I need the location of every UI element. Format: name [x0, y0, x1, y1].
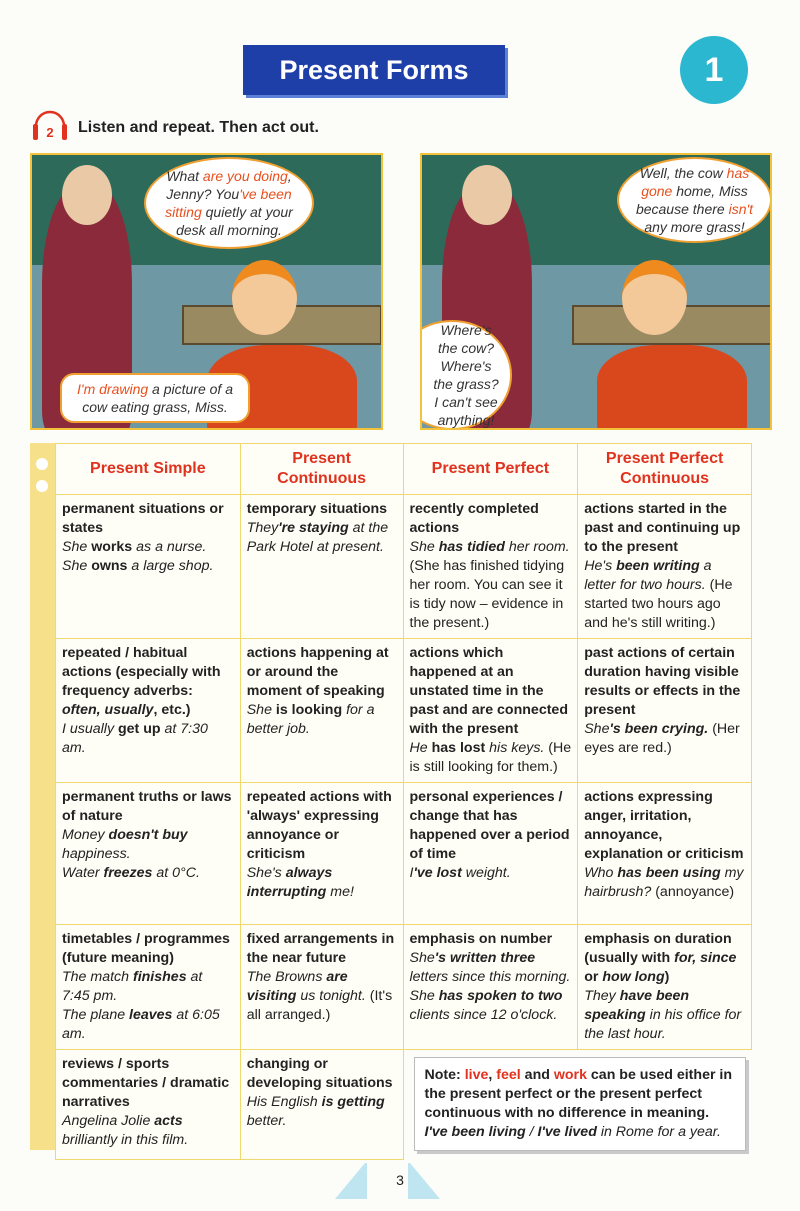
cell-paragraph: [410, 930, 572, 949]
column-header: Present Perfect: [403, 444, 578, 495]
text-segment: 's been crying.: [609, 721, 709, 737]
text-segment: permanent truths or laws of nature: [62, 789, 232, 824]
text-segment: owns: [91, 558, 128, 574]
cell-paragraph: [62, 500, 234, 538]
table-cell: [403, 639, 578, 783]
text-segment: in his office for the last hour.: [584, 1007, 742, 1042]
note-paragraph: [425, 1123, 735, 1142]
speech-bubble-student: [60, 373, 250, 423]
text-segment: at the Park Hotel at present.: [246, 520, 389, 555]
table-cell: [56, 639, 241, 783]
text-segment: repeated actions with 'always' expressing annoyance or criticism: [246, 789, 392, 862]
text-segment: They: [584, 988, 620, 1004]
cell-paragraph: [410, 644, 572, 739]
text-segment: Who: [584, 865, 618, 881]
cell-paragraph: [410, 500, 572, 538]
cell-paragraph: [584, 720, 745, 758]
text-segment: acts: [154, 1113, 183, 1129]
text-segment: live: [464, 1067, 489, 1083]
column-header: Present Simple: [56, 444, 241, 495]
text-segment: reviews / sports commentaries / dramatic narratives: [62, 1056, 230, 1110]
text-segment: She's: [246, 865, 286, 881]
text-segment: clients since 12 o'clock.: [409, 1007, 558, 1023]
text-segment: timetables / programmes (future meaning): [62, 931, 230, 966]
text-segment: actions started in the past and continuing up to the present: [584, 501, 741, 555]
text-segment: is looking: [275, 702, 343, 718]
text-segment: 've been sitting: [165, 186, 292, 220]
cell-paragraph: [410, 739, 572, 777]
cell-paragraph: [62, 538, 234, 557]
text-segment: always interrupting: [246, 865, 333, 900]
cell-paragraph: [62, 1055, 234, 1112]
text-segment: ): [664, 969, 670, 985]
text-segment: Well, the cow: [639, 165, 727, 181]
text-segment: at 7:30 am.: [62, 721, 208, 756]
cell-paragraph: [247, 788, 397, 864]
text-segment: changing or developing situations: [246, 1056, 393, 1091]
cell-paragraph: [62, 864, 234, 883]
text-segment: He's: [584, 558, 617, 574]
text-segment: feel: [496, 1067, 521, 1083]
text-segment: (She has finished tidying her room. You can see it is tidy now – evidence in the present.): [409, 558, 565, 631]
text-segment: a picture of a cow eating grass, Miss.: [82, 381, 233, 415]
cell-paragraph: [410, 538, 572, 633]
cell-paragraph: [62, 968, 234, 1006]
text-segment: ,: [488, 1067, 497, 1083]
table-row: [56, 495, 752, 639]
text-segment: I'm drawing: [77, 381, 149, 397]
text-segment: at 6:05 am.: [62, 1007, 220, 1042]
text-segment: repeated / habitual actions (especially with frequency adverbs:: [62, 645, 221, 699]
table-cell: [403, 925, 578, 1050]
text-segment: brilliantly in this film.: [62, 1132, 189, 1148]
text-segment: actions which happened at an unstated time in the past and are connected with the present: [409, 645, 568, 737]
cell-paragraph: [247, 968, 397, 1025]
text-segment: (It's all arranged.): [246, 988, 393, 1023]
text-segment: actions expressing anger, irritation, annoyance, explanation or criticism: [584, 789, 744, 862]
text-segment: She: [584, 721, 610, 737]
note-paragraph: [425, 1066, 735, 1123]
text-segment: his keys.: [485, 740, 545, 756]
table-side-strip: [30, 443, 55, 1150]
cell-paragraph: [410, 864, 572, 883]
table-cell: [403, 495, 578, 639]
text-segment: leaves: [129, 1007, 173, 1023]
text-segment: temporary situations: [246, 501, 388, 517]
text-segment: doesn't buy: [108, 827, 188, 843]
table-row: [56, 783, 752, 925]
text-segment: has lost: [431, 740, 486, 756]
table-cell: [578, 639, 752, 783]
text-segment: The Browns: [246, 969, 327, 985]
text-segment: her room.: [504, 539, 570, 555]
text-segment: I usually: [62, 721, 118, 737]
text-segment: is getting: [321, 1094, 385, 1110]
cell-paragraph: [584, 557, 745, 633]
text-segment: home, Miss because there: [635, 183, 748, 217]
cell-paragraph: [584, 864, 745, 902]
text-segment: and: [520, 1067, 554, 1083]
text-segment: They: [246, 520, 279, 536]
note-box: [414, 1057, 746, 1151]
text-segment: me!: [326, 884, 354, 900]
unit-number-badge: 1: [680, 36, 748, 104]
table-cell: [403, 783, 578, 925]
text-segment: He: [409, 740, 432, 756]
text-segment: , Jenny? You: [166, 168, 292, 202]
text-segment: has spoken to two: [438, 988, 563, 1004]
cell-paragraph: [410, 949, 572, 1025]
cell-paragraph: [62, 557, 234, 576]
text-segment: She: [62, 539, 92, 555]
table-cell: [240, 495, 403, 639]
text-segment: or: [584, 969, 603, 985]
table-cell: [56, 783, 241, 925]
text-segment: a letter for two hours.: [584, 558, 712, 593]
text-segment: work: [553, 1067, 587, 1083]
table-cell: [56, 495, 241, 639]
text-segment: What: [166, 168, 203, 184]
text-segment: (Her eyes are red.): [584, 721, 740, 756]
text-segment: get up: [118, 721, 161, 737]
table-cell: [56, 925, 241, 1050]
text-segment: my hairbrush?: [584, 865, 744, 900]
speech-bubble-teacher: [420, 320, 512, 430]
cell-paragraph: [247, 701, 397, 739]
binder-hole: [36, 480, 48, 492]
text-segment: , etc.): [153, 702, 191, 718]
text-segment: I've lived: [537, 1124, 597, 1140]
table-cell: [240, 925, 403, 1050]
text-segment: freezes: [103, 865, 153, 881]
text-segment: She: [409, 950, 435, 966]
binder-hole: [36, 458, 48, 470]
text-segment: as a nurse.: [132, 539, 207, 555]
present-forms-table: [55, 443, 752, 1160]
cell-paragraph: [584, 500, 745, 557]
cell-paragraph: [584, 644, 745, 720]
text-segment: Angelina Jolie: [62, 1113, 155, 1129]
cell-paragraph: [584, 930, 745, 987]
text-segment: better.: [246, 1113, 287, 1129]
text-segment: 's written three: [434, 950, 536, 966]
text-segment: isn't: [728, 201, 754, 217]
text-segment: happiness.: [62, 846, 131, 862]
text-segment: have been speaking: [584, 988, 690, 1023]
cell-paragraph: [247, 1093, 397, 1131]
column-header: Present Continuous: [240, 444, 403, 495]
text-segment: has gone: [641, 165, 750, 199]
page-number: 3: [396, 1172, 404, 1188]
text-segment: us tonight.: [296, 988, 366, 1004]
text-segment: at 7:45 pm.: [62, 969, 203, 1004]
text-segment: Money: [62, 827, 109, 843]
cell-paragraph: [62, 788, 234, 826]
note-cell: [403, 1050, 751, 1160]
text-segment: has tidied: [438, 539, 505, 555]
text-segment: I: [409, 865, 414, 881]
cell-paragraph: [584, 788, 745, 864]
text-segment: fixed arrangements in the near future: [246, 931, 395, 966]
text-segment: any more grass!: [644, 219, 745, 235]
text-segment: weight.: [461, 865, 511, 881]
cell-paragraph: [247, 864, 397, 902]
cell-paragraph: [62, 826, 234, 864]
table-row: [56, 1050, 752, 1160]
speech-bubble-student: [617, 157, 772, 243]
student-figure: [597, 345, 747, 430]
text-segment: works: [91, 539, 133, 555]
text-segment: (annoyance): [651, 884, 735, 900]
exercise-instruction: Listen and repeat. Then act out.: [78, 119, 319, 136]
table-cell: [578, 495, 752, 639]
text-segment: often, usually: [62, 702, 154, 718]
text-segment: She: [409, 539, 439, 555]
cell-paragraph: [62, 1112, 234, 1150]
cell-paragraph: [247, 644, 397, 701]
text-segment: /: [525, 1124, 538, 1140]
text-segment: Where's the cow? Where's the grass? I can't see anything!: [433, 322, 499, 428]
text-segment: Note:: [424, 1067, 465, 1083]
track-number: 2: [46, 125, 54, 140]
cell-paragraph: [247, 500, 397, 519]
text-segment: are you doing: [202, 168, 288, 184]
text-segment: emphasis on number: [409, 931, 553, 947]
text-segment: quietly at your desk all morning.: [176, 204, 293, 238]
text-segment: emphasis on duration (usually with: [584, 931, 732, 966]
text-segment: recently completed actions: [409, 501, 539, 536]
text-segment: are visiting: [246, 969, 348, 1004]
text-segment: Water: [62, 865, 104, 881]
text-segment: at 0°C.: [152, 865, 200, 881]
headphones-icon[interactable]: [30, 102, 70, 142]
text-segment: finishes: [132, 969, 187, 985]
text-segment: a large shop.: [127, 558, 214, 574]
cell-paragraph: [247, 930, 397, 968]
table-cell: [578, 925, 752, 1050]
text-segment: His English: [246, 1094, 322, 1110]
text-segment: in Rome for a year.: [596, 1124, 721, 1140]
text-segment: has been using: [617, 865, 721, 881]
table-cell: [578, 783, 752, 925]
column-header: Present Perfect Continuous: [578, 444, 752, 495]
text-segment: actions happening at or around the moment of speaking: [246, 645, 389, 699]
cell-paragraph: [247, 1055, 397, 1093]
text-segment: can be used either in the present perfect or the present perfect continuous with no difference in meaning.: [424, 1067, 733, 1121]
page-title: Present Forms: [243, 45, 505, 95]
text-segment: for, since: [674, 950, 737, 966]
text-segment: personal experiences / change that has happened over a period of time: [409, 789, 570, 862]
table-cell: [240, 639, 403, 783]
cell-paragraph: [62, 930, 234, 968]
text-segment: The match: [62, 969, 133, 985]
speech-bubble-teacher: [144, 157, 314, 249]
comic-panel-2: [420, 153, 772, 430]
cell-paragraph: [62, 644, 234, 720]
text-segment: 've lost: [413, 865, 462, 881]
table-cell: [56, 1050, 241, 1160]
text-segment: been writing: [616, 558, 700, 574]
text-segment: The plane: [62, 1007, 130, 1023]
cell-paragraph: [410, 788, 572, 864]
text-segment: I've been living: [424, 1124, 526, 1140]
cell-paragraph: [247, 519, 397, 557]
table-cell: [240, 1050, 403, 1160]
table-row: [56, 925, 752, 1050]
text-segment: 're staying: [278, 520, 349, 536]
text-segment: She: [246, 702, 276, 718]
text-segment: (He is still looking for them.): [409, 740, 572, 775]
text-segment: (He started two hours ago and he's still writing.): [584, 577, 733, 631]
cell-paragraph: [584, 987, 745, 1044]
comic-panel-1: [30, 153, 383, 430]
text-segment: for a better job.: [246, 702, 375, 737]
text-segment: permanent situations or states: [62, 501, 224, 536]
cell-paragraph: [62, 720, 234, 758]
text-segment: letters since this morning. She: [409, 969, 571, 1004]
cell-paragraph: [62, 1006, 234, 1044]
text-segment: She: [62, 558, 92, 574]
text-segment: how long: [602, 969, 665, 985]
table-cell: [240, 783, 403, 925]
text-segment: past actions of certain duration having visible results or effects in the present: [584, 645, 741, 718]
table-row: [56, 639, 752, 783]
